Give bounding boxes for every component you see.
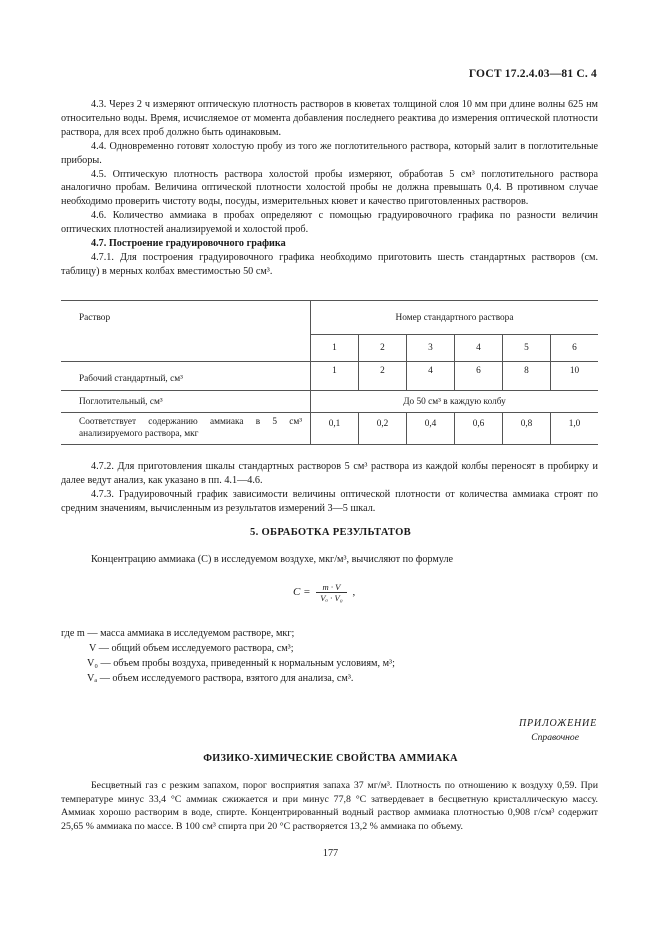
table-cell: 0,8 [503,413,551,445]
table-cell: 6 [455,362,503,391]
paragraph-4-3: 4.3. Через 2 ч измеряют оптическую плотность растворов в кюветах толщиной слоя 10 мм при длине волны 625 нм относительно воды. Время, исчисляемое от момента добавления последнего реактива до измерения оптической плотности раствора, для всех проб должно быть одинаковым. [61,99,598,138]
table-col-header: Раствор [61,301,311,362]
paragraphs-mid [61,460,598,516]
paragraph-4-7-1: 4.7.1. Для построения градуировочного графика необходимо приготовить шесть стандартных растворов (см. таблицу) в мерных колбах вместимостью 50 см³. [61,251,598,277]
definition-v: V — общий объем исследуемого раствора, см³; [89,643,294,654]
formula-denominator: Vₐ · V₀ [320,593,343,603]
concentration-formula [293,582,355,603]
table-cell: 0,4 [407,413,455,445]
formula-lhs: С = [293,586,311,599]
paragraph-4-7-2: 4.7.2. Для приготовления шкалы стандартных растворов 5 см³ раствора из каждой колбы переносят в пробирку и далее ведут анализ, как указано в пп. 4.1—4.6. [61,461,598,486]
definition-m: где m — масса аммиака в исследуемом растворе, мкг; [61,628,295,639]
paragraph-4-7-3: 4.7.3. Градуировочный график зависимости величины оптической плотности от количества аммиака строят по средним значениям, вычисленным из результатов измерений 3—5 шкал. [61,488,598,514]
formula-fraction [316,582,346,603]
table-cell: 1 [311,362,359,391]
formula-intro: Концентрацию аммиака (С) в исследуемом воздухе, мкг/м³, вычисляют по формуле [91,554,454,565]
table-cell: 1,0 [551,413,599,445]
section-4-7-title: 4.7. Построение градуировочного графика [91,238,286,250]
table-cell: 0,1 [311,413,359,445]
table-number-cell: 4 [455,335,503,362]
appendix-label: ПРИЛОЖЕНИЕ [519,718,597,729]
table-number-cell: 3 [407,335,455,362]
formula-numerator: m · V [316,582,346,593]
table-number-cell: 2 [359,335,407,362]
table-group-header: Номер стандартного раствора [311,301,599,335]
table-cell: 0,6 [455,413,503,445]
appendix-subtitle: Справочное [531,732,579,743]
table-cell: 2 [359,362,407,391]
table-number-cell: 1 [311,335,359,362]
table-row-label: Рабочий стандартный, см³ [61,362,311,391]
table-row-label: Соответствует содержанию аммиака в 5 см³ анализируемого раствора, мкг [61,413,311,445]
table-number-cell: 5 [503,335,551,362]
table-cell: 4 [407,362,455,391]
table-cell: 10 [551,362,599,391]
page-number: 177 [322,848,339,859]
definition-v0: V₀ — объем пробы воздуха, приведенный к нормальным условиям, м³; [87,658,395,669]
section-5-title: 5. ОБРАБОТКА РЕЗУЛЬТАТОВ [250,527,411,538]
paragraphs-top [61,98,598,279]
appendix-body: Бесцветный газ с резким запахом, порог восприятия запаха 37 мг/м³. Плотность по отношению к воздуху 0,59. При температуре минус 33,4 °С аммиак сжижается и при минус 77,8 °С затвердевает в бесцветную кристаллическую массу. Аммиак хорошо растворим в воде, спирте. Концентрированный водный раствор аммиака плотностью 0,908 г/см³ содержит 25,65 % аммиака по массе. В 100 см³ спирта при 20 °С растворяется 13,2 % аммиака по объему. [61,780,598,832]
paragraph-4-5: 4.5. Оптическую плотность раствора холостой пробы измеряют, обработав 5 см³ поглотительного раствора аналогично пробам. Величина оптической плотности холостой пробы не должна превышать 0,4. В противном случае необходимо проверить чистоту воды, посуды, измерительных кювет и качество приготовленных растворов. [61,168,598,208]
formula-definitions [61,626,395,686]
table-cell: 8 [503,362,551,391]
paragraph-4-4: 4.4. Одновременно готовят холостую пробу из того же поглотительного раствора, который залит в поглотительные приборы. [61,140,598,166]
table-row-label: Поглотительный, см³ [61,391,311,413]
table-cell: 0,2 [359,413,407,445]
table-number-cell: 6 [572,343,577,353]
standard-solutions-table [61,300,598,445]
definition-va: Vₐ — объем исследуемого раствора, взятого для анализа, см³. [87,673,354,684]
formula-tail: , [352,586,356,599]
paragraph-4-6: 4.6. Количество аммиака в пробах определяют с помощью градуировочного графика по разности величин оптических плотностей анализируемой и холостой проб. [61,210,598,236]
page-header: ГОСТ 17.2.4.03—81 С. 4 [468,68,597,80]
table-span-cell: До 50 см³ в каждую колбу [311,391,599,413]
appendix-title: ФИЗИКО-ХИМИЧЕСКИЕ СВОЙСТВА АММИАКА [203,753,458,764]
